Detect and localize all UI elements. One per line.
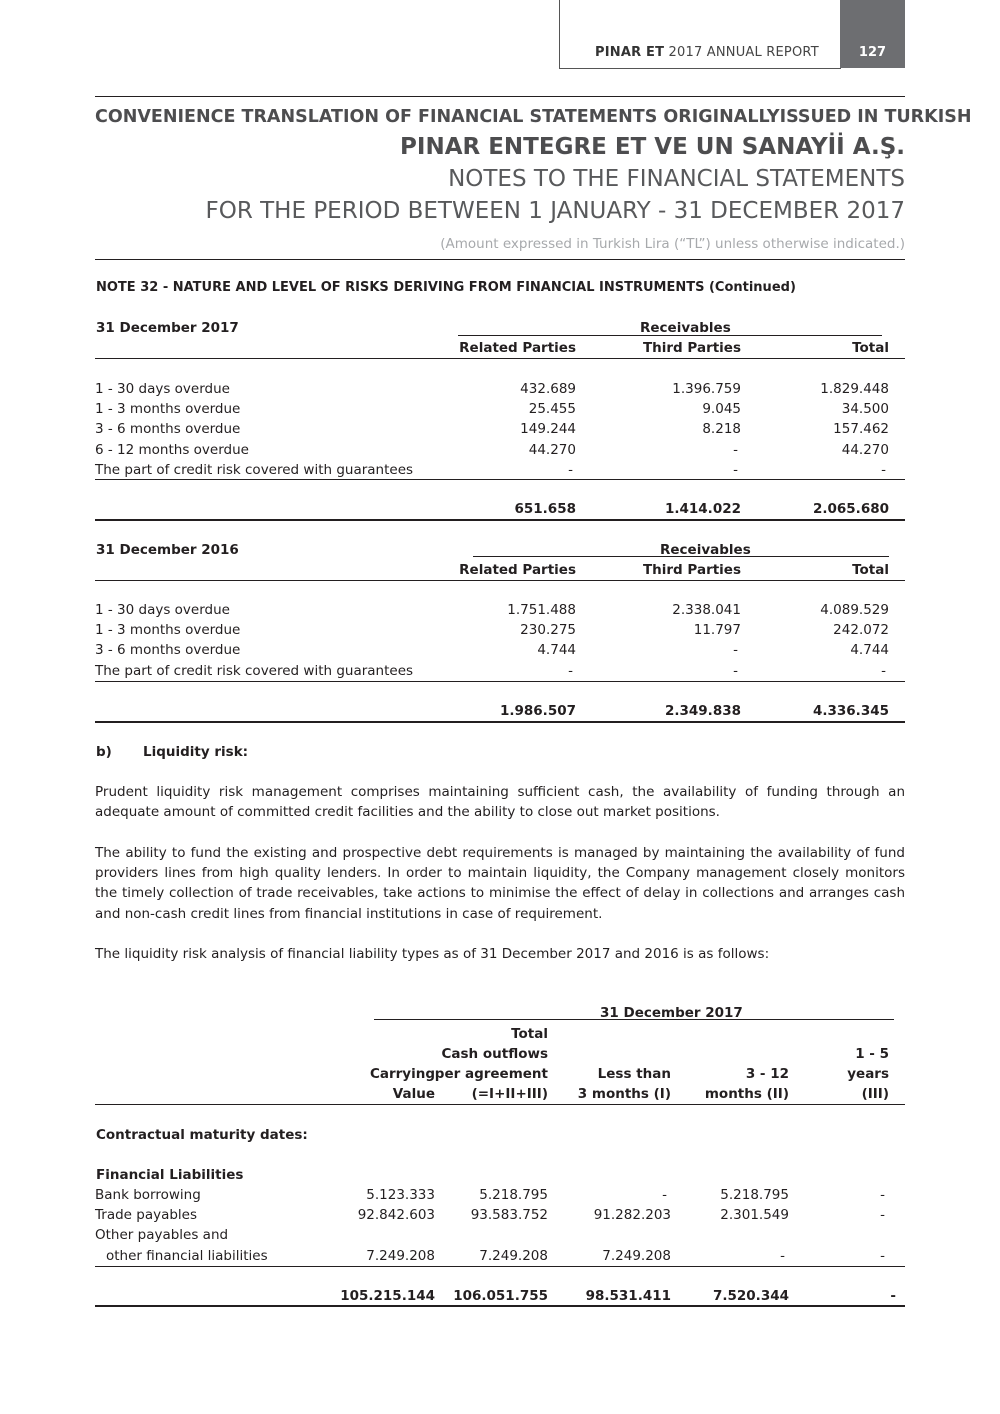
table-cell: 34.500 xyxy=(841,401,889,418)
col-total: Total xyxy=(852,340,889,356)
table-cell: 11.797 xyxy=(693,622,741,639)
total-carrying: 105.215.144 xyxy=(340,1288,435,1304)
table-cell: 5.123.333 xyxy=(366,1187,435,1203)
page-number: 127 xyxy=(858,45,887,60)
total-cash: 106.051.755 xyxy=(453,1288,548,1304)
table-cell: - xyxy=(662,1187,667,1203)
table-cell: 2.301.549 xyxy=(720,1207,789,1224)
table-cell: 5.218.795 xyxy=(479,1187,548,1203)
total-rule xyxy=(95,721,905,723)
total-related: 1.986.507 xyxy=(499,703,576,719)
col-related-parties: Related Parties xyxy=(459,562,576,578)
col-1-5y: years xyxy=(847,1066,889,1082)
period-title: FOR THE PERIOD BETWEEN 1 JANUARY - 31 DECEMBER 2017 xyxy=(205,198,905,224)
group-rule xyxy=(473,556,889,557)
table-cell: 25.455 xyxy=(528,401,576,418)
table-cell: 7.249.208 xyxy=(602,1247,671,1264)
table-2016-date: 31 December 2016 xyxy=(96,542,239,558)
table-cell: - xyxy=(880,1207,885,1224)
total-less-3m: 98.531.411 xyxy=(585,1288,671,1304)
table-cell: - xyxy=(733,441,738,458)
table-cell: 157.462 xyxy=(833,421,889,438)
table-cell: 2.338.041 xyxy=(672,602,741,618)
table-cell: 149.244 xyxy=(520,421,576,438)
paragraph-2: The ability to fund the existing and prospective debt requirements is managed by maintaining the availability of fund providers lines from high quality lenders. In order to maintain liquidity, the Company management closely monitors the timely collection of trade receivables, take actions to minimise the effect of delay in collections and arranges cash and non-cash credit lines from financial institutions in case of requirement. xyxy=(95,845,905,922)
table-cell: 230.275 xyxy=(520,622,576,639)
section-letter: b) xyxy=(96,744,112,760)
table-cell: 432.689 xyxy=(520,381,576,397)
table-cell: - xyxy=(881,461,886,478)
table-cell: 92.842.603 xyxy=(357,1207,435,1224)
table-cell: 7.249.208 xyxy=(366,1247,435,1264)
company-title: PINAR ENTEGRE ET VE UN SANAYİİ A.Ş. xyxy=(400,134,905,160)
col-third-parties: Third Parties xyxy=(642,340,741,356)
header-rule xyxy=(95,358,905,359)
col-less-than-3m: 3 months (I) xyxy=(577,1086,671,1102)
table-cell: 91.282.203 xyxy=(593,1207,671,1224)
paragraph-3: The liquidity risk analysis of financial liability types as of 31 December 2017 and 2016 is as follows: xyxy=(95,946,770,962)
section-financial-liabilities: Financial Liabilities xyxy=(96,1167,244,1183)
maturity-date: 31 December 2017 xyxy=(600,1005,743,1021)
paragraph-1: Prudent liquidity risk management comprises maintaining sufficient cash, the availability of funding through an adequate amount of committed credit facilities and the ability to close out market positions. xyxy=(95,784,905,821)
row-label: The part of credit risk covered with guarantees xyxy=(95,461,414,478)
note-title: NOTE 32 - NATURE AND LEVEL OF RISKS DERIVING FROM FINANCIAL INSTRUMENTS (Continued) xyxy=(96,280,796,295)
col-third-parties: Third Parties xyxy=(642,562,741,578)
row-label: The part of credit risk covered with guarantees xyxy=(95,662,414,679)
col-total-cash: Total xyxy=(511,1026,548,1042)
table-cell: - xyxy=(880,1247,885,1264)
total-related: 651.658 xyxy=(514,501,576,517)
col-carrying: Carrying xyxy=(369,1066,435,1082)
col-total: Total xyxy=(852,562,889,578)
table-cell: 4.744 xyxy=(850,642,889,659)
table-cell: - xyxy=(568,662,573,679)
notes-title: NOTES TO THE FINANCIAL STATEMENTS xyxy=(448,166,905,192)
table-2016-group-label: Receivables xyxy=(660,542,751,558)
report-name: 2017 ANNUAL REPORT xyxy=(668,45,819,60)
table-cell: - xyxy=(733,662,738,679)
row-label: 1 - 3 months overdue xyxy=(95,401,241,418)
section-contractual: Contractual maturity dates: xyxy=(96,1127,308,1143)
total-3-12m: 7.520.344 xyxy=(712,1288,789,1304)
col-less-than-3m: Less than xyxy=(597,1066,671,1082)
company-name: PINAR ET xyxy=(595,45,665,60)
header-rule xyxy=(95,1104,905,1105)
table-cell: - xyxy=(733,642,738,659)
table-cell: - xyxy=(881,662,886,679)
row-label: Bank borrowing xyxy=(95,1187,201,1203)
row-label: 1 - 3 months overdue xyxy=(95,622,241,639)
col-1-5y: (III) xyxy=(861,1086,889,1102)
table-cell: 242.072 xyxy=(833,622,889,639)
table-cell: 1.829.448 xyxy=(820,381,889,397)
table-cell: 4.744 xyxy=(537,642,576,659)
total-all: 2.065.680 xyxy=(812,501,889,517)
translation-title: CONVENIENCE TRANSLATION OF FINANCIAL STATEMENTS ORIGINALLYISSUED IN TURKISH xyxy=(95,107,972,127)
col-total-cash: Cash outflows xyxy=(441,1046,548,1062)
table-cell: 7.249.208 xyxy=(479,1247,548,1264)
col-related-parties: Related Parties xyxy=(459,340,576,356)
report-header xyxy=(595,45,819,60)
total-rule xyxy=(95,519,905,521)
col-1-5y: 1 - 5 xyxy=(855,1046,889,1062)
row-label: other financial liabilities xyxy=(106,1247,268,1264)
table-cell: 5.218.795 xyxy=(720,1187,789,1203)
table-cell: 44.270 xyxy=(841,441,889,458)
table-cell: - xyxy=(880,1187,885,1203)
row-label: Trade payables xyxy=(95,1207,198,1224)
subtotal-rule xyxy=(95,479,905,480)
row-label: 3 - 6 months overdue xyxy=(95,642,241,659)
group-rule xyxy=(374,1019,894,1020)
total-third: 1.414.022 xyxy=(664,501,741,517)
col-carrying: Value xyxy=(392,1086,435,1102)
col-total-cash: per agreement xyxy=(434,1066,548,1082)
total-1-5y: - xyxy=(890,1288,896,1304)
col-total-cash: (=I+II+III) xyxy=(471,1086,548,1102)
header-rule xyxy=(95,580,905,581)
table-cell: 4.089.529 xyxy=(820,602,889,618)
total-rule xyxy=(95,1305,905,1307)
row-label: 3 - 6 months overdue xyxy=(95,421,241,438)
total-third: 2.349.838 xyxy=(664,703,741,719)
row-label: Other payables and xyxy=(95,1227,229,1244)
table-cell: - xyxy=(733,461,738,478)
subtotal-rule xyxy=(95,681,905,682)
row-label: 6 - 12 months overdue xyxy=(95,441,249,458)
table-2017-group-label: Receivables xyxy=(640,320,731,336)
row-label: 1 - 30 days overdue xyxy=(95,381,230,397)
row-label: 1 - 30 days overdue xyxy=(95,602,230,618)
table-cell: 1.751.488 xyxy=(507,602,576,618)
table-cell: 1.396.759 xyxy=(672,381,741,397)
table-cell: 93.583.752 xyxy=(470,1207,548,1224)
table-cell: 44.270 xyxy=(528,441,576,458)
col-3-12m: months (II) xyxy=(704,1086,789,1102)
currency-note: (Amount expressed in Turkish Lira (“TL”) unless otherwise indicated.) xyxy=(440,236,905,252)
section-heading: Liquidity risk: xyxy=(143,744,249,760)
table-cell: - xyxy=(568,461,573,478)
col-3-12m: 3 - 12 xyxy=(745,1066,789,1082)
title-bottom-rule xyxy=(95,259,905,260)
subtotal-rule xyxy=(95,1266,905,1267)
table-cell: 9.045 xyxy=(702,401,741,418)
table-cell: 8.218 xyxy=(702,421,741,438)
title-top-rule xyxy=(95,96,905,97)
table-cell: - xyxy=(780,1247,785,1264)
group-rule xyxy=(458,335,882,336)
table-2017-date: 31 December 2017 xyxy=(96,320,239,336)
total-all: 4.336.345 xyxy=(812,703,889,719)
